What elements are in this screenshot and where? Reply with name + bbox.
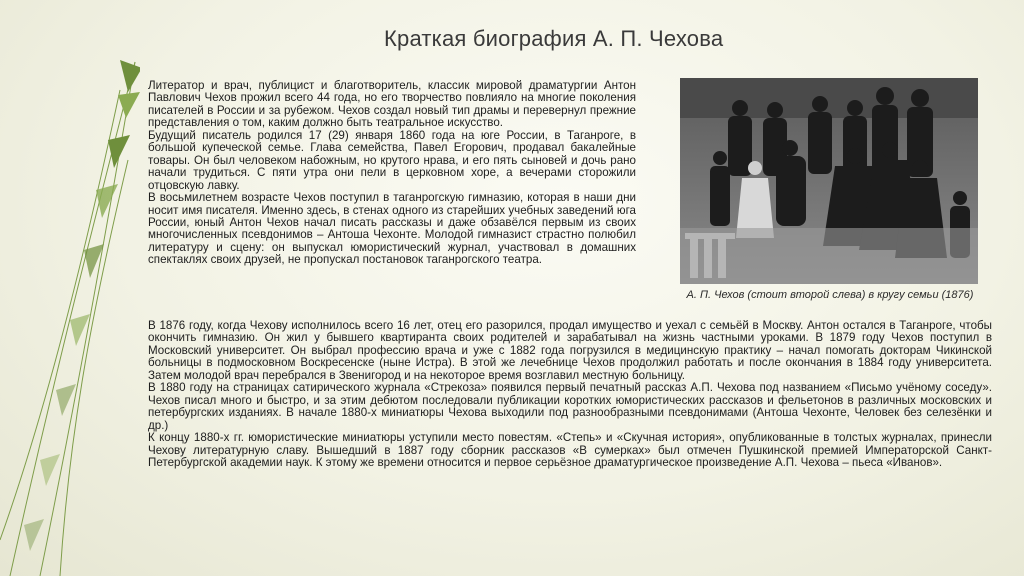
photo-caption: А. П. Чехов (стоит второй слева) в кругу семьи (1876)	[686, 289, 974, 301]
bio-text-bottom	[148, 320, 992, 469]
bio-paragraph: В 1876 году, когда Чехову исполнилось всего 16 лет, отец его разорился, продал имущество и уехал с семьёй в Москву. Антон остался в Таганроге, чтобы окончить гимназию. Он жил у бывшего квартиранта своих родителей и зарабатывал на жизнь частными уроками. В 1879 году Чехов поступил в Московский университет. Он выбрал профессию врача и уже с 1882 года погрузился в медицинскую практику – начал помогать докторам Чикинской больницы в подмосковном Воскресенске (ныне Истра). В этой же лечебнице Чехов продолжил работать и после окончания в 1884 году университета. Затем молодой врач перебрался в Звенигород и на некоторое время возглавил местную больницу.	[148, 319, 992, 382]
bio-paragraph: В восьмилетнем возрасте Чехов поступил в таганрогскую гимназию, которая в наши дни носит имя писателя. Именно здесь, в стенах одного из старейших учебных заведений юга России, юный Антон Чехов начал писать рассказы и даже обзавёлся первым из своих многочисленных псевдонимов – Антоша Чехонте. Молодой гимназист страстно полюбил литературу и сцену: он выпускал юмористический журнал, участвовал в домашних спектаклях своих друзей, не пропускал постановок таганрогского театра.	[148, 191, 636, 267]
bio-paragraph: Литератор и врач, публицист и благотворитель, классик мировой драматургии Антон Павлович Чехов прожил всего 44 года, но его творчество повлияло на многие поколения писателей в России и за рубежом. Чехов создал новый тип драмы и перевернул прежние представления о том, каким должно быть театральное искусство.	[148, 79, 636, 130]
bio-paragraph: Будущий писатель родился 17 (29) января 1860 года на юге России, в Таганроге, в большой купеческой семье. Глава семейства, Павел Егорович, продавал бакалейные товары. Он был человеком набожным, но крутого нрава, и его пять сыновей и дочь рано начали трудиться. С пяти утра они пели в церковном хоре, а вечерами сторожили отцовскую лавку.	[148, 128, 636, 192]
family-photo	[680, 78, 978, 284]
family-photo-icon	[680, 78, 978, 284]
bio-paragraph: К концу 1880-х гг. юмористические миниатюры уступили место повестям. «Степь» и «Скучная история», опубликованные в толстых журналах, принесли Чехову литературную славу. Вышедший в 1887 году сборник рассказов «В сумерках» был отмечен Пушкинской премией Императорской Санкт-Петербургской академии наук. К этому же времени относится и первое серьёзное драматургическое произведение А.П. Чехова – пьеса «Иванов».	[148, 431, 992, 469]
decorative-leaves	[0, 0, 140, 576]
slide-title: Краткая биография А. П. Чехова	[384, 26, 724, 51]
bio-paragraph: В 1880 году на страницах сатирического журнала «Стрекоза» появился первый печатный рассказ А.П. Чехова под названием «Письмо учёному соседу». Чехов писал много и быстро, и за этим дебютом последовали публикации коротких юмористических рассказов и фельетонов в различных московских и петербургских изданиях. В начале 1880-х миниатюры Чехова выходили под разнообразными псевдонимами (Антоша Чехонте, Человек без селезёнки и др.)	[148, 381, 992, 432]
bio-text-top	[148, 80, 636, 267]
